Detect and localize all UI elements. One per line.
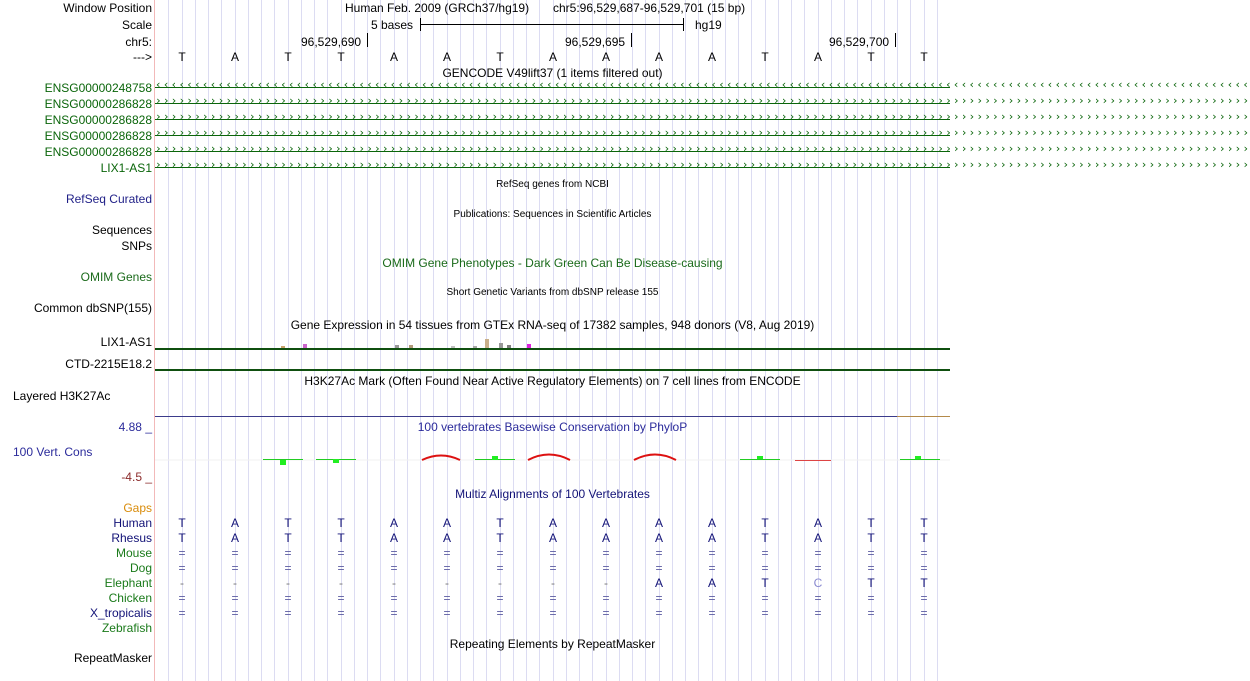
reference-base: T: [867, 50, 875, 64]
alignment-base: =: [708, 561, 716, 575]
gtex-gene-label-1[interactable]: LIX1-AS1: [100, 335, 152, 349]
alignment-base: A: [654, 531, 663, 545]
gene-feature[interactable]: [155, 110, 1250, 125]
alignment-base: -: [551, 576, 555, 590]
reference-base: T: [920, 50, 928, 64]
alignment-base: A: [389, 516, 398, 530]
strand-plus-arrows: ››››››››››››››››››››››››››››››››››››››››››››››››››››››››››››››››››››››››››››››››››››››››››››››››››››››››››››››››››››››››››››››››››››››››››››: [155, 126, 1250, 139]
gene-label-4[interactable]: ENSG00000286828: [44, 129, 152, 143]
alignment-base: =: [496, 561, 504, 575]
h3k27ac-signal: [897, 416, 950, 417]
alignment-base: T: [920, 516, 928, 530]
phylop-track-title[interactable]: 100 vertebrates Basewise Conservation by PhyloP: [417, 420, 688, 434]
alignment-base: T: [496, 531, 504, 545]
alignment-base: -: [392, 576, 396, 590]
strand-plus-arrows: ››››››››››››››››››››››››››››››››››››››››››››››››››››››››››››››››››››››››››››››››››››››››››››››››››››››››››››››››››››››››››››››››››››››››››››: [155, 94, 1250, 107]
alignment-base: =: [549, 606, 557, 620]
phylop-bar: [492, 456, 498, 460]
phylop-peak: [528, 455, 570, 461]
alignment-base: T: [761, 516, 769, 530]
alignment-base: T: [867, 576, 875, 590]
alignment-base: C: [813, 576, 823, 590]
ruler-tick-label-3: 96,529,700: [829, 35, 890, 49]
alignment-base: =: [602, 591, 610, 605]
species-label-x-tropicalis: X_tropicalis: [89, 606, 152, 620]
alignment-base: A: [230, 531, 239, 545]
alignment-base: A: [601, 531, 610, 545]
alignment-base: =: [761, 546, 769, 560]
gene-label-2[interactable]: ENSG00000286828: [44, 97, 152, 111]
alignment-base: =: [708, 606, 716, 620]
alignment-base: =: [814, 561, 822, 575]
alignment-base: =: [920, 591, 928, 605]
alignment-base: =: [231, 561, 239, 575]
alignment-base: -: [339, 576, 343, 590]
multiz-track-title[interactable]: Multiz Alignments of 100 Vertebrates: [455, 487, 650, 501]
alignment-base: A: [548, 531, 557, 545]
omim-track-title[interactable]: OMIM Gene Phenotypes - Dark Green Can Be Disease-causing: [382, 256, 723, 270]
gene-label-1[interactable]: ENSG00000248758: [44, 81, 152, 95]
strand-plus-arrows: ››››››››››››››››››››››››››››››››››››››››››››››››››››››››››››››››››››››››››››››››››››››››››››››››››››››››››››››››››››››››››››››››››››››››››››: [155, 110, 1250, 123]
alignment-base: =: [443, 561, 451, 575]
alignment-base: =: [549, 591, 557, 605]
phylop-plot: [155, 446, 950, 470]
alignment-base: T: [867, 531, 875, 545]
alignment-base: =: [496, 546, 504, 560]
alignment-base: =: [178, 591, 186, 605]
alignment-base: =: [231, 546, 239, 560]
alignment-base: -: [498, 576, 502, 590]
alignment-base: -: [286, 576, 290, 590]
reference-base: T: [178, 50, 186, 64]
h3k27ac-track-title[interactable]: H3K27Ac Mark (Often Found Near Active Regulatory Elements) on 7 cell lines from ENCODE: [304, 374, 801, 388]
omim-genes-label[interactable]: OMIM Genes: [80, 270, 152, 284]
phylop-bar: [333, 459, 339, 463]
alignment-base: =: [814, 591, 822, 605]
gene-feature[interactable]: [155, 78, 1250, 93]
reference-base: A: [389, 50, 398, 64]
alignment-base: =: [549, 546, 557, 560]
phylop-peak: [422, 456, 460, 461]
alignment-base: A: [654, 516, 663, 530]
ruler-tick-1: [367, 33, 368, 47]
alignment-base: =: [390, 606, 398, 620]
alignment-base: =: [284, 546, 292, 560]
reference-base: A: [707, 50, 716, 64]
repeatmasker-track-title[interactable]: Repeating Elements by RepeatMasker: [449, 637, 656, 651]
gene-feature[interactable]: [155, 94, 1250, 109]
alignment-base: =: [231, 606, 239, 620]
scale-db-text: hg19: [695, 18, 722, 32]
chrom-label: chr5:: [125, 35, 152, 49]
alignment-base: =: [390, 546, 398, 560]
strand-arrow-label: --->: [133, 50, 152, 64]
alignment-base: A: [707, 531, 716, 545]
alignment-base: =: [231, 591, 239, 605]
gtex-baseline-2: [155, 369, 950, 371]
gencode-track-title[interactable]: GENCODE V49lift37 (1 items filtered out): [442, 66, 663, 80]
species-label-chicken: Chicken: [108, 591, 152, 605]
alignment-base: =: [284, 591, 292, 605]
alignment-base: T: [920, 576, 928, 590]
alignment-base: =: [549, 561, 557, 575]
snps-label[interactable]: SNPs: [121, 239, 152, 253]
refseq-curated-label[interactable]: RefSeq Curated: [65, 192, 152, 206]
repeatmasker-label[interactable]: RepeatMasker: [73, 651, 152, 665]
phylop-bar: [757, 456, 763, 459]
strand-plus-arrows: ››››››››››››››››››››››››››››››››››››››››››››››››››››››››››››››››››››››››››››››››››››››››››››››››››››››››››››››››››››››››››››››››››››››››››››: [155, 158, 1250, 171]
alignment-base: A: [813, 531, 822, 545]
reference-base: A: [654, 50, 663, 64]
alignment-base: =: [284, 561, 292, 575]
h3k27ac-baseline: [155, 416, 950, 417]
species-label-elephant: Elephant: [104, 576, 152, 590]
alignment-base: =: [761, 561, 769, 575]
phylop-track-label[interactable]: 100 Vert. Cons: [13, 445, 93, 459]
gaps-label[interactable]: Gaps: [123, 501, 152, 515]
alignment-base: =: [920, 546, 928, 560]
alignment-base: =: [337, 606, 345, 620]
sequences-label[interactable]: Sequences: [91, 223, 152, 237]
ruler-tick-label-2: 96,529,695: [565, 35, 626, 49]
publications-track-title[interactable]: Publications: Sequences in Scientific Articles: [453, 209, 652, 220]
window-position-label: Window Position: [63, 1, 152, 15]
phylop-bar: [915, 456, 921, 459]
reference-base: T: [496, 50, 504, 64]
phylop-bar: [280, 460, 286, 465]
alignment-base: =: [602, 606, 610, 620]
phylop-bar: [263, 459, 303, 460]
alignment-base: T: [337, 531, 345, 545]
alignment-base: A: [654, 576, 663, 590]
alignment-base: =: [337, 591, 345, 605]
species-label-rhesus: Rhesus: [111, 531, 152, 545]
alignment-base: =: [708, 546, 716, 560]
alignment-base: =: [761, 591, 769, 605]
alignment-base: A: [230, 516, 239, 530]
ruler-tick-2: [631, 33, 632, 47]
alignment-base: =: [337, 546, 345, 560]
reference-base: A: [230, 50, 239, 64]
dbsnp-track-title[interactable]: Short Genetic Variants from dbSNP release 155: [446, 287, 659, 298]
phylop-bar: [900, 459, 940, 460]
alignment-base: A: [389, 531, 398, 545]
strand-plus-arrows: ››››››››››››››››››››››››››››››››››››››››››››››››››››››››››››››››››››››››››››››››››››››››››››››››››››››››››››››››››››››››››››››››››››››››››››: [155, 142, 1250, 155]
alignment-base: -: [604, 576, 608, 590]
alignment-base: =: [284, 606, 292, 620]
scale-label: Scale: [121, 18, 152, 32]
reference-base: T: [761, 50, 769, 64]
gtex-bar: [485, 339, 489, 348]
alignment-base: -: [445, 576, 449, 590]
alignment-base: =: [920, 561, 928, 575]
alignment-base: A: [442, 531, 451, 545]
gtex-gene-label-2[interactable]: CTD-2215E18.2: [65, 357, 152, 371]
reference-base: A: [442, 50, 451, 64]
scale-bar: [420, 24, 684, 25]
alignment-base: =: [602, 546, 610, 560]
alignment-base: =: [390, 561, 398, 575]
reference-base: T: [337, 50, 345, 64]
strand-minus-arrows: ‹‹‹‹‹‹‹‹‹‹‹‹‹‹‹‹‹‹‹‹‹‹‹‹‹‹‹‹‹‹‹‹‹‹‹‹‹‹‹‹‹‹‹‹‹‹‹‹‹‹‹‹‹‹‹‹‹‹‹‹‹‹‹‹‹‹‹‹‹‹‹‹‹‹‹‹‹‹‹‹‹‹‹‹‹‹‹‹‹‹‹‹‹‹‹‹‹‹‹‹‹‹‹‹‹‹‹‹‹‹‹‹‹‹‹‹‹‹‹‹‹‹‹‹‹‹‹‹‹‹‹‹‹‹‹‹‹‹‹‹: [155, 78, 1250, 91]
reference-base: A: [601, 50, 610, 64]
alignment-base: A: [707, 516, 716, 530]
alignment-base: A: [548, 516, 557, 530]
alignment-base: T: [337, 516, 345, 530]
reference-base: A: [548, 50, 557, 64]
scale-bar-right-tick: [683, 18, 684, 31]
common-dbsnp-label[interactable]: Common dbSNP(155): [33, 301, 152, 315]
alignment-base: =: [443, 606, 451, 620]
reference-base: A: [813, 50, 822, 64]
species-label-mouse: Mouse: [115, 546, 152, 560]
alignment-base: =: [867, 591, 875, 605]
species-label-human: Human: [113, 516, 152, 530]
alignment-base: A: [707, 576, 716, 590]
alignment-base: =: [178, 546, 186, 560]
alignment-base: -: [233, 576, 237, 590]
alignment-base: A: [601, 516, 610, 530]
phylop-min-label: -4.5 _: [121, 470, 152, 484]
alignment-base: =: [602, 561, 610, 575]
alignment-base: T: [284, 516, 292, 530]
alignment-base: =: [390, 591, 398, 605]
gene-label-3[interactable]: ENSG00000286828: [44, 113, 152, 127]
gene-label-6[interactable]: LIX1-AS1: [100, 161, 152, 175]
alignment-base: T: [867, 516, 875, 530]
position-text: chr5:96,529,687-96,529,701 (15 bp): [553, 1, 746, 15]
alignment-base: T: [178, 531, 186, 545]
alignment-base: T: [761, 576, 769, 590]
alignment-base: =: [708, 591, 716, 605]
alignment-base: =: [655, 561, 663, 575]
alignment-base: =: [761, 606, 769, 620]
alignment-base: =: [443, 591, 451, 605]
alignment-base: =: [443, 546, 451, 560]
refseq-track-title[interactable]: RefSeq genes from NCBI: [496, 179, 609, 190]
gene-feature[interactable]: [155, 142, 1250, 157]
alignment-base: =: [496, 606, 504, 620]
alignment-base: T: [920, 531, 928, 545]
alignment-base: =: [496, 591, 504, 605]
gtex-track-title[interactable]: Gene Expression in 54 tissues from GTEx RNA-seq of 17382 samples, 948 donors (V8, Aug 2019): [290, 318, 815, 332]
alignment-base: =: [337, 561, 345, 575]
gene-label-5[interactable]: ENSG00000286828: [44, 145, 152, 159]
scale-bar-left-tick: [420, 18, 421, 31]
alignment-base: =: [920, 606, 928, 620]
alignment-base: =: [655, 591, 663, 605]
alignment-base: =: [655, 546, 663, 560]
alignment-base: A: [813, 516, 822, 530]
track-label-panel: [0, 0, 154, 681]
alignment-base: T: [178, 516, 186, 530]
alignment-base: =: [814, 546, 822, 560]
alignment-base: =: [814, 606, 822, 620]
species-label-zebrafish: Zebrafish: [101, 621, 152, 635]
ruler-tick-3: [895, 33, 896, 47]
species-label-dog: Dog: [129, 561, 152, 575]
track-image[interactable]: [155, 0, 1250, 681]
alignment-base: =: [867, 606, 875, 620]
phylop-bar: [740, 459, 780, 460]
alignment-base: -: [180, 576, 184, 590]
phylop-peak: [634, 455, 676, 461]
alignment-base: T: [761, 531, 769, 545]
alignment-base: T: [496, 516, 504, 530]
alignment-base: =: [867, 561, 875, 575]
scale-bases-text: 5 bases: [371, 18, 414, 32]
alignment-base: A: [442, 516, 451, 530]
alignment-base: =: [178, 561, 186, 575]
assembly-text: Human Feb. 2009 (GRCh37/hg19): [345, 1, 530, 15]
alignment-base: =: [178, 606, 186, 620]
reference-base: T: [284, 50, 292, 64]
gtex-baseline-1: [155, 348, 950, 350]
phylop-bar: [795, 460, 831, 461]
phylop-max-label: 4.88 _: [118, 420, 152, 434]
ruler-tick-label-1: 96,529,690: [301, 35, 362, 49]
alignment-base: =: [867, 546, 875, 560]
alignment-base: =: [655, 606, 663, 620]
gene-feature[interactable]: [155, 158, 1250, 173]
alignment-base: T: [284, 531, 292, 545]
layered-h3k27ac-label[interactable]: Layered H3K27Ac: [13, 389, 111, 403]
gene-feature[interactable]: [155, 126, 1250, 141]
